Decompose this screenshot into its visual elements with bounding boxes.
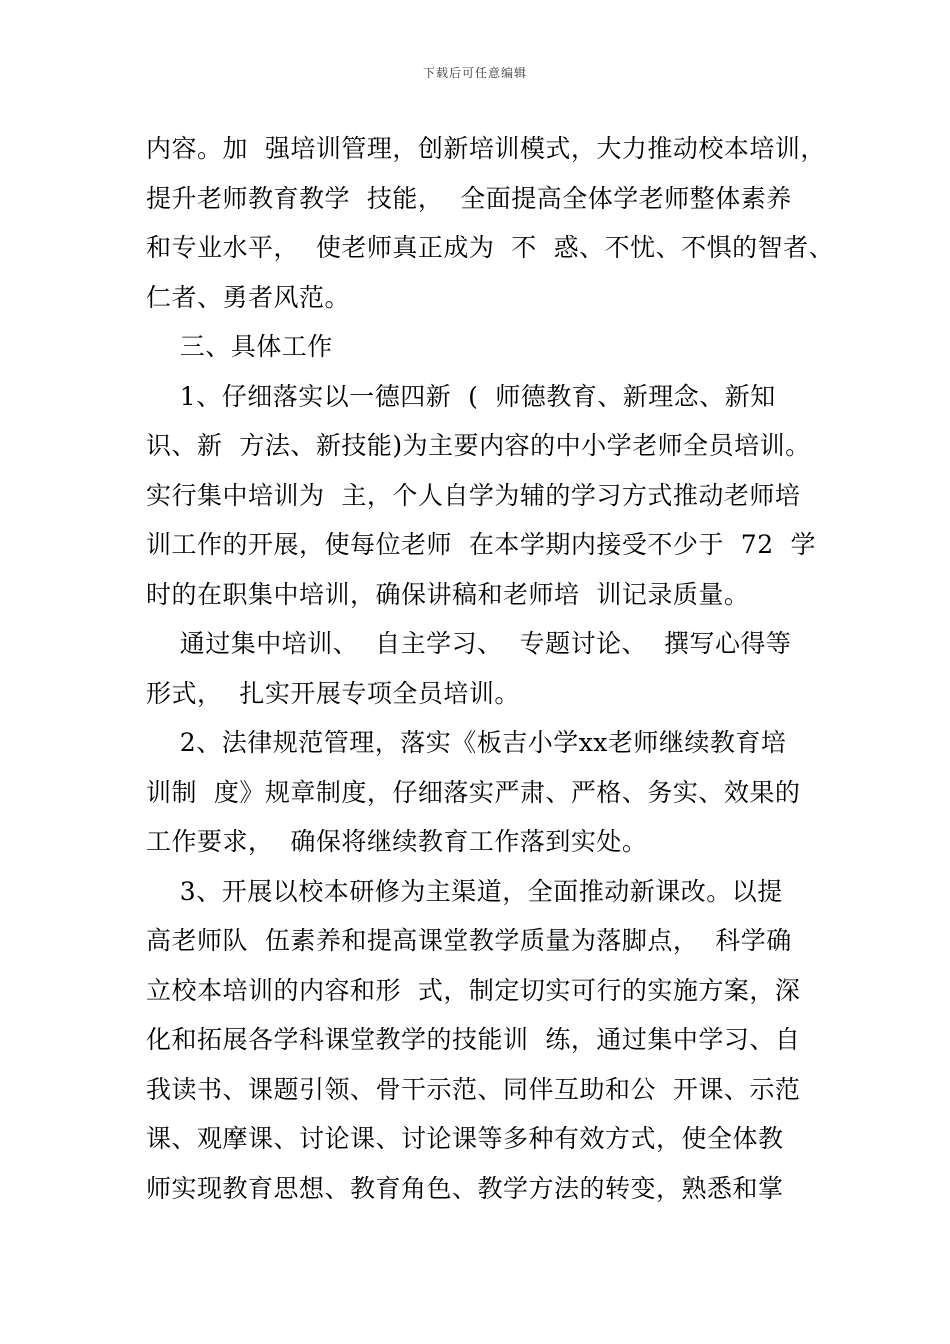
document-body — [146, 124, 835, 1213]
text-line: 2、法律规范管理，落实《板吉小学xx老师继续教育培 — [146, 728, 787, 757]
section-heading: 三、具体工作 — [146, 332, 333, 361]
text-line: 仁者、勇者风范。 — [146, 282, 351, 312]
text-line: 3、开展以校本研修为主渠道，全面推动新课改。以提 — [146, 876, 783, 906]
text-line: 1、仔细落实以一德四新 ( 师德教育、新理念、新知 — [146, 381, 776, 411]
text-line: 和专业水平， 使老师真正成为 不 惑、不忧、不惧的智者、 — [146, 233, 835, 262]
text-line: 高老师队 伍素养和提高课堂教学质量为落脚点， 科学确 — [146, 926, 792, 955]
text-line: 我读书、课题引领、骨干示范、同伴互助和公 开课、示范 — [146, 1074, 801, 1104]
text-line: 通过集中培训、 自主学习、 专题讨论、 撰写心得等 — [146, 629, 792, 658]
text-line: 形式， 扎实开展专项全员培训。 — [146, 678, 520, 708]
text-line: 内容。加 强培训管理，创新培训模式，大力推动校本培训， — [146, 134, 826, 163]
text-line: 师实现教育思想、教育角色、教学方法的转变，熟悉和掌 — [146, 1173, 784, 1203]
text-line: 立校本培训的内容和形 式，制定切实可行的实施方案，深 — [146, 975, 801, 1005]
text-line: 提升老师教育教学 技能， 全面提高全体学老师整体素养 — [146, 183, 792, 213]
text-line: 工作要求， 确保将继续教育工作落到实处。 — [146, 827, 648, 856]
text-line: 化和拓展各学科课堂教学的技能训 练，通过集中学习、自 — [146, 1025, 801, 1054]
text-line: 实行集中培训为 主，个人自学为辅的学习方式推动老师培 — [146, 480, 801, 510]
text-line: 训工作的开展，使每位老师 在本学期内接受不少于 72 学 — [146, 530, 816, 559]
text-line: 课、观摩课、讨论课、讨论课等多种有效方式，使全体教 — [146, 1124, 784, 1153]
text-line: 训制 度》规章制度，仔细落实严肃、严格、务实、效果的 — [146, 777, 801, 807]
page-header: 下载后可任意编辑 — [422, 66, 527, 80]
text-line: 时的在职集中培训，确保讲稿和老师培 训记录质量。 — [146, 579, 750, 609]
text-line: 识、新 方法、新技能)为主要内容的中小学老师全员培训。 — [146, 431, 811, 460]
